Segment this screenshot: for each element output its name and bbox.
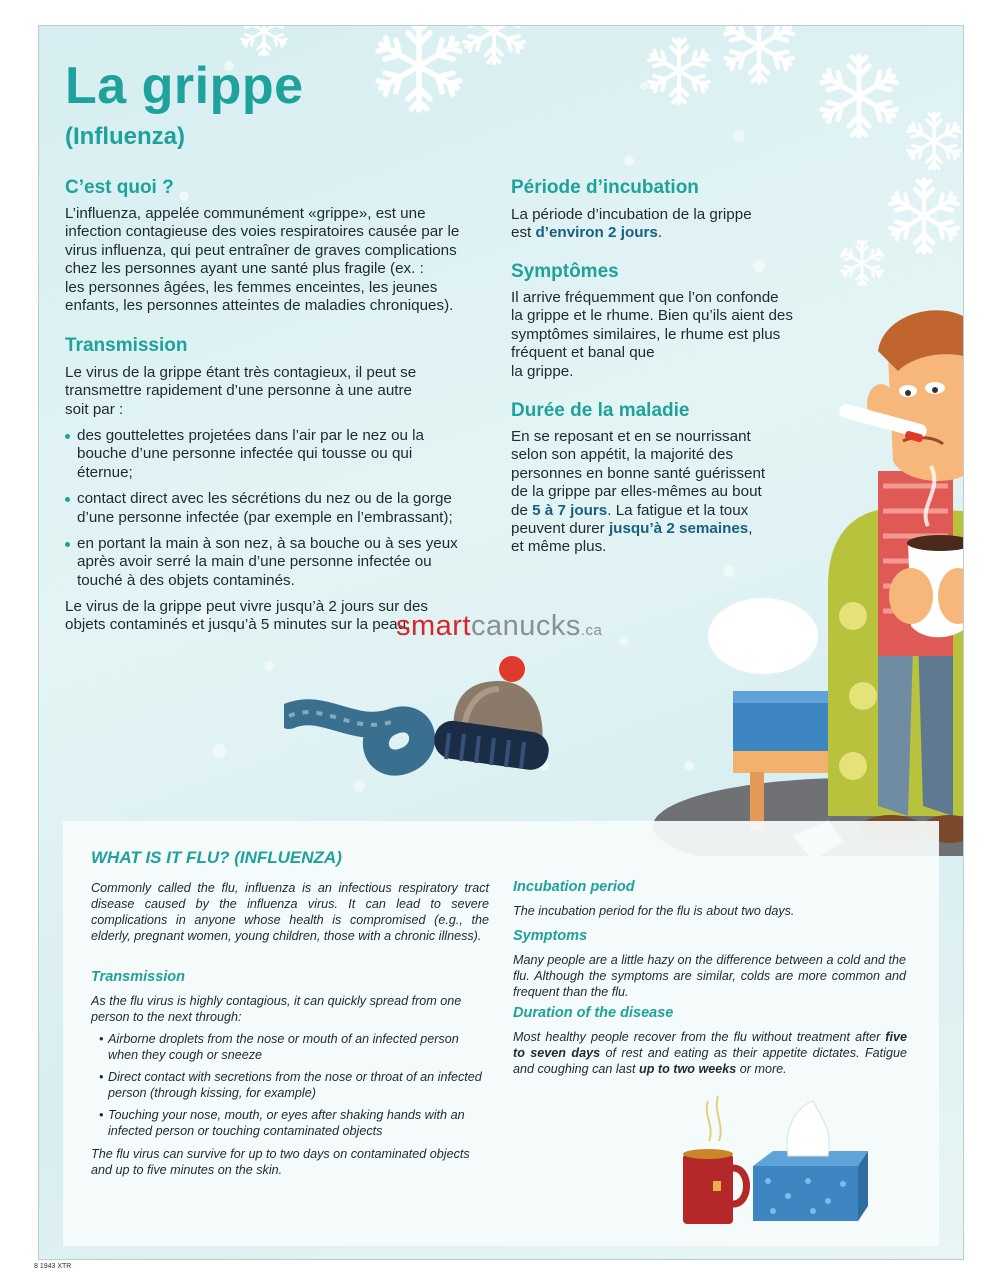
en-symptoms-text: Many people are a little hazy on the difference between a cold and the flu. Although the symptoms are similar, colds are more common and frequent than the flu. bbox=[513, 953, 906, 999]
en-transmission-intro: As the flu virus is highly contagious, it can quickly spread from one person to the next through: bbox=[91, 994, 462, 1024]
list-item: • Direct contact with secretions from the nose or throat of an infected person (through kissing, for example) bbox=[99, 1070, 482, 1100]
english-section bbox=[63, 821, 939, 1246]
tea-tissue-illustration bbox=[673, 1096, 873, 1236]
heading-duree: Durée de la maladie bbox=[511, 400, 690, 421]
heading-incubation-fr: Période d’incubation bbox=[511, 177, 699, 198]
en-heading-transmission: Transmission bbox=[91, 969, 186, 985]
heading-symptomes: Symptômes bbox=[511, 261, 619, 282]
poster bbox=[38, 25, 964, 1260]
page-footer: 8 1943 XTR bbox=[34, 1263, 72, 1270]
list-item: • Touching your nose, mouth, or eyes after shaking hands with an infected person or touching contaminated objects bbox=[99, 1108, 465, 1138]
page-title: La grippe bbox=[65, 57, 304, 115]
list-item: en portant la main à son nez, à sa bouche ou à ses yeux après avoir serré la main d’une personne infectée ou touché à des objets contaminés. bbox=[65, 535, 505, 590]
en-duration-text: Most healthy people recover from the flu without treatment after five to seven days of rest and eating as their appetite dictates. Fatigue and coughing can last up to two weeks or more. bbox=[513, 1030, 907, 1076]
list-item: contact direct avec les sécrétions du nez ou de la gorge d’une personne infectée (par exemple en l’embrassant); bbox=[65, 490, 505, 527]
transmission-list bbox=[65, 427, 505, 598]
watermark: smartcanucks.ca bbox=[396, 610, 603, 642]
en-what-text: Commonly called the flu, influenza is an infectious respiratory tract disease caused by the influenza virus. It can lead to severe complications in anyone whose health is compromised (e.g., the elderly, pregnant women, young children, those with a chronic illness). bbox=[91, 881, 489, 943]
transmission-intro: Le virus de la grippe étant très contagieux, il peut se transmettre rapidement d’une personne à une autre soit par : bbox=[65, 364, 417, 418]
list-item: des gouttelettes projetées dans l’air par le nez ou la bouche d’une personne infectée qui tousse ou qui éternue; bbox=[65, 427, 505, 482]
incubation-text: La période d’incubation de la grippe est d’environ 2 jours. bbox=[511, 206, 752, 242]
heading-cest-quoi: C’est quoi ? bbox=[65, 177, 174, 198]
sick-man-illustration bbox=[653, 296, 963, 856]
symptoms-text: Il arrive fréquemment que l’on confonde la grippe et le rhume. Bien qu’ils aient des symptômes similaires, le rhume est plus fréquent et banal que la grippe. bbox=[511, 289, 793, 380]
page-subtitle: (Influenza) bbox=[65, 123, 185, 150]
en-transmission-closing: The flu virus can survive for up to two days on contaminated objects and up to five minutes on the skin. bbox=[91, 1147, 470, 1177]
heading-transmission-fr: Transmission bbox=[65, 335, 188, 356]
duration-text: En se reposant et en se nourrissant selon son appétit, la majorité des personnes en bonne santé guérissent de la grippe par elles-mêmes au bout de 5 à 7 jours. La fatigue et la toux peuvent durer jusqu’à 2 semaines, et même plus. bbox=[511, 428, 766, 556]
en-heading-symptoms: Symptoms bbox=[513, 928, 588, 944]
en-transmission-list bbox=[99, 1031, 489, 1145]
en-incubation-text: The incubation period for the flu is about two days. bbox=[513, 904, 795, 918]
en-heading-incubation: Incubation period bbox=[513, 879, 635, 895]
english-title: WHAT IS IT FLU? (INFLUENZA) bbox=[91, 848, 342, 867]
transmission-closing: Le virus de la grippe peut vivre jusqu’à 2 jours sur des objets contaminés et jusqu’à 5 minutes sur la peau. bbox=[65, 598, 429, 634]
what-text: L’influenza, appelée communément «grippe», est une infection contagieuse des voies respiratoires causée par le virus influenza, qui peut entraîner de graves complications chez les personnes ayant une santé plus fragile (ex. : les personnes âgées, les femmes enceintes, les jeunes enfants, les personnes atteintes de maladies chroniques). bbox=[65, 205, 460, 315]
hat-scarf-illustration bbox=[284, 641, 564, 781]
list-item: • Airborne droplets from the nose or mouth of an infected person when they cough or sneeze bbox=[99, 1032, 459, 1062]
en-heading-duration: Duration of the disease bbox=[513, 1005, 674, 1021]
